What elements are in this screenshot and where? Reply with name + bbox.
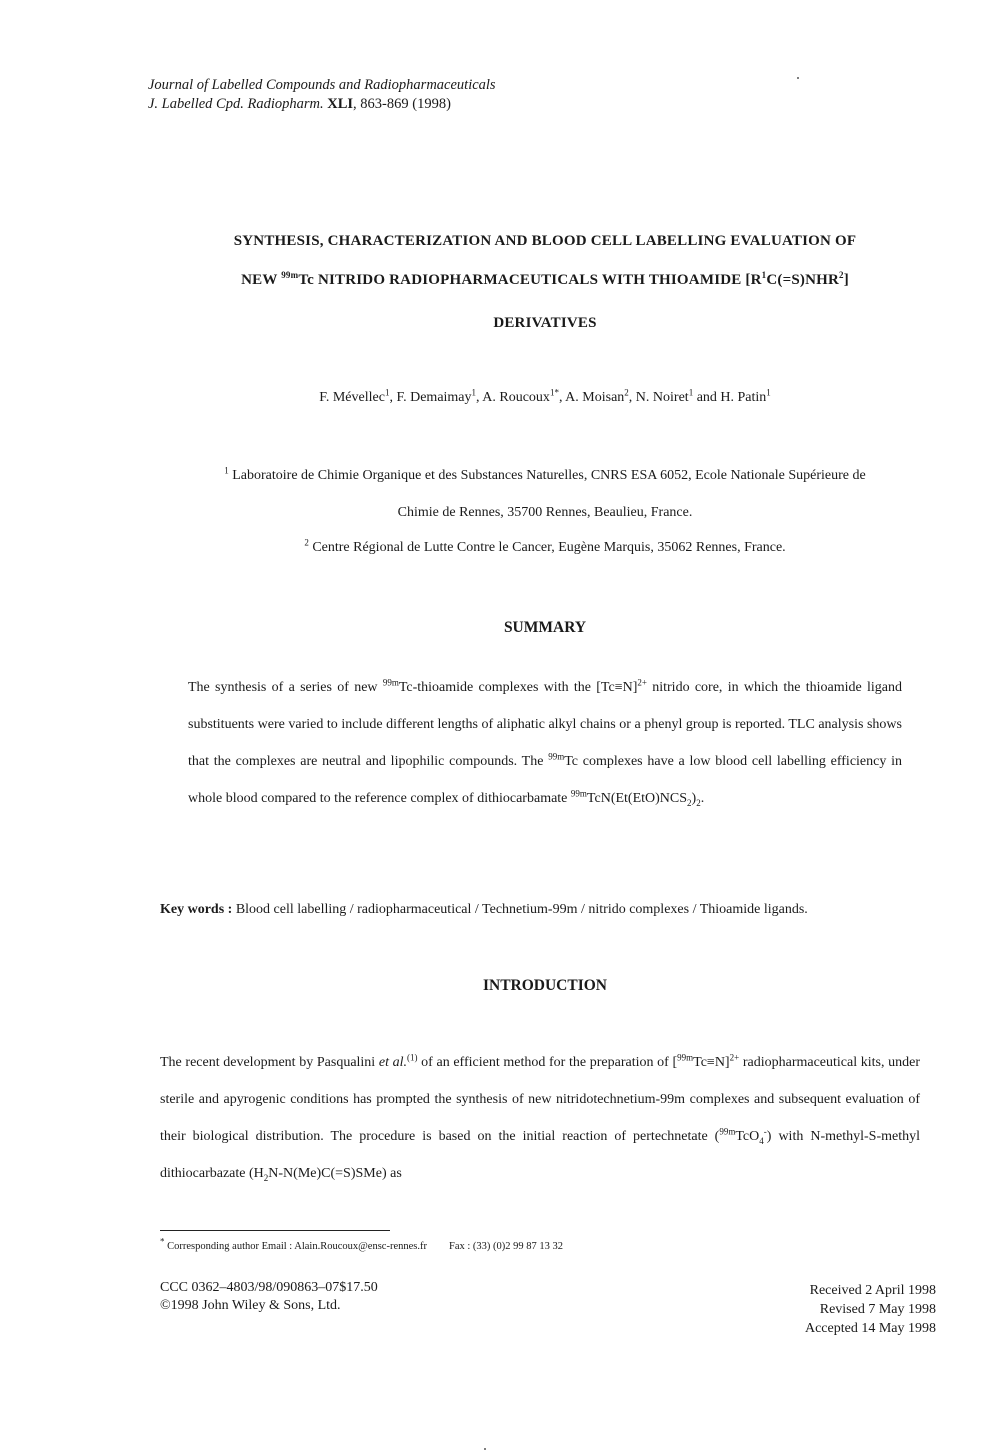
affiliation-text: Laboratoire de Chimie Organique et des Substances Naturelles, CNRS ESA 6052, Ecole Nationale Supérieure de bbox=[228, 468, 866, 483]
title-text: ] bbox=[843, 272, 849, 288]
title-sup: 99m bbox=[281, 270, 299, 280]
author-name: A. Roucoux bbox=[482, 390, 550, 405]
summary-text: nitrido core, in which the thioamide ligand substituents were varied to include different lengths of aliphatic alkyl chains or a phenyl group is reported. TLC analysis shows that the complexes are neutral and lipophilic compounds. The bbox=[188, 680, 903, 769]
summary-text: Tc-thioamide complexes with the [Tc≡N] bbox=[398, 680, 638, 695]
intro-sub: 2 bbox=[263, 1172, 269, 1183]
footnote bbox=[160, 1236, 564, 1252]
revised-date: Revised 7 May 1998 bbox=[819, 1302, 936, 1317]
ccc-code: CCC 0362–4803/98/090863–07$17.50 bbox=[160, 1280, 378, 1295]
pages-year: , 863-869 (1998) bbox=[353, 96, 451, 112]
keywords bbox=[160, 902, 920, 918]
author-affiliation-sup: 1 bbox=[384, 387, 390, 398]
summary-sub: 2 bbox=[687, 797, 692, 808]
affiliation-1-cont: Chimie de Rennes, 35700 Rennes, Beaulieu, France. bbox=[397, 505, 693, 520]
affiliation-2 bbox=[150, 537, 940, 556]
intro-sup: 99m bbox=[719, 1126, 736, 1137]
author-affiliation-sup: 2 bbox=[624, 387, 629, 398]
author-separator: and bbox=[693, 390, 721, 405]
author-separator: , bbox=[389, 390, 397, 405]
title-sup: 1 bbox=[761, 270, 767, 280]
intro-etal: et al. bbox=[378, 1055, 408, 1070]
paper-title-line1: SYNTHESIS, CHARACTERIZATION AND BLOOD CELL LABELLING EVALUATION OF bbox=[233, 233, 857, 249]
affiliation-marker: 1 bbox=[224, 465, 229, 476]
author-list bbox=[150, 387, 940, 406]
footnote-rule bbox=[160, 1230, 390, 1231]
intro-text: ) with N-methyl-S-methyl dithiocarbazate (H bbox=[160, 1129, 920, 1181]
keywords-label: Key words : bbox=[160, 902, 233, 917]
paper-title-line2 bbox=[150, 272, 940, 289]
summary-heading: SUMMARY bbox=[503, 619, 587, 636]
author-affiliation-sup: 1 bbox=[688, 387, 694, 398]
author-separator: , bbox=[476, 390, 483, 405]
intro-text: The recent development by Pasqualini bbox=[160, 1055, 379, 1070]
citation-prefix: J. Labelled Cpd. Radiopharm. bbox=[148, 96, 324, 112]
summary-sup: 2+ bbox=[637, 677, 647, 688]
intro-text: of an efficient method for the preparation of [ bbox=[417, 1055, 678, 1070]
journal-name: Journal of Labelled Compounds and Radiopharmaceuticals bbox=[148, 77, 496, 93]
speck bbox=[484, 1448, 486, 1450]
intro-sup: 99m bbox=[677, 1052, 694, 1063]
accepted-date: Accepted 14 May 1998 bbox=[804, 1321, 936, 1336]
footnote-marker: * bbox=[160, 1236, 165, 1247]
summary-sup: 99m bbox=[382, 677, 399, 688]
intro-sub: 4 bbox=[759, 1135, 764, 1146]
author-separator: , bbox=[628, 390, 636, 405]
author-name: F. Demaimay bbox=[396, 390, 472, 405]
intro-sup: - bbox=[763, 1126, 767, 1137]
affiliation-text: Centre Régional de Lutte Contre le Cancer, Eugène Marquis, 35062 Rennes, France. bbox=[308, 540, 786, 555]
affiliation-1 bbox=[150, 465, 940, 484]
keywords-text: Blood cell labelling / radiopharmaceutical / Technetium-99m / nitrido complexes / Thioamide ligands. bbox=[232, 902, 808, 917]
summary-text: TcN(Et(EtO)NCS bbox=[586, 791, 688, 806]
summary-text: . bbox=[700, 791, 705, 806]
volume: XLI bbox=[327, 96, 354, 112]
summary-sup: 99m bbox=[570, 788, 587, 799]
intro-sup: 2+ bbox=[729, 1052, 740, 1063]
paper-title-line3: DERIVATIVES bbox=[493, 315, 597, 331]
copyright-block bbox=[160, 1279, 378, 1315]
author-name: N. Noiret bbox=[635, 390, 689, 405]
author-name: H. Patin bbox=[720, 390, 767, 405]
author-affiliation-sup: 1 bbox=[471, 387, 477, 398]
author-name: A. Moisan bbox=[565, 390, 625, 405]
footnote-fax: Fax : (33) (0)2 99 87 13 32 bbox=[449, 1241, 564, 1252]
intro-ref: (1) bbox=[407, 1052, 418, 1063]
summary-paragraph bbox=[188, 669, 902, 817]
intro-text: N-N(Me)C(=S)SMe) as bbox=[268, 1166, 402, 1181]
author-separator: , bbox=[558, 390, 566, 405]
received-dates bbox=[805, 1281, 936, 1338]
received-date: Received 2 April 1998 bbox=[809, 1283, 936, 1298]
intro-text: TcO bbox=[735, 1129, 760, 1144]
title-text: Tc NITRIDO RADIOPHARMACEUTICALS WITH THIOAMIDE [R bbox=[298, 272, 762, 288]
title-sup: 2 bbox=[839, 270, 844, 280]
title-text: C(=S)NHR bbox=[766, 272, 840, 288]
title-text: NEW bbox=[241, 272, 282, 288]
copyright-line: ©1998 John Wiley & Sons, Ltd. bbox=[160, 1298, 341, 1313]
author-affiliation-sup: 1 bbox=[766, 387, 771, 398]
summary-text: The synthesis of a series of new bbox=[188, 680, 383, 695]
intro-text: Tc≡N] bbox=[693, 1055, 730, 1070]
summary-sub: 2 bbox=[696, 797, 701, 808]
author-affiliation-sup: 1* bbox=[549, 387, 559, 398]
speck bbox=[797, 77, 799, 79]
intro-text: radiopharmaceutical kits, under sterile and apyrogenic conditions has prompted the synthesis of new nitridotechnetium-99m complexes and subsequent evaluation of their biological distribution. The procedure is based on the initial reaction of pertechnetate ( bbox=[160, 1055, 921, 1144]
journal-citation bbox=[148, 95, 496, 114]
author-name: F. Mévellec bbox=[319, 390, 385, 405]
journal-header bbox=[148, 76, 496, 114]
introduction-paragraph bbox=[160, 1044, 920, 1192]
summary-text: Tc complexes have a low blood cell labelling efficiency in whole blood compared to the reference complex of dithiocarbamate bbox=[188, 754, 902, 806]
footnote-text: Corresponding author Email : Alain.Roucoux@ensc-rennes.fr bbox=[164, 1241, 427, 1252]
introduction-heading: INTRODUCTION bbox=[482, 977, 607, 994]
summary-sup: 99m bbox=[548, 751, 565, 762]
affiliation-marker: 2 bbox=[304, 537, 309, 548]
summary-text: ) bbox=[691, 791, 697, 806]
